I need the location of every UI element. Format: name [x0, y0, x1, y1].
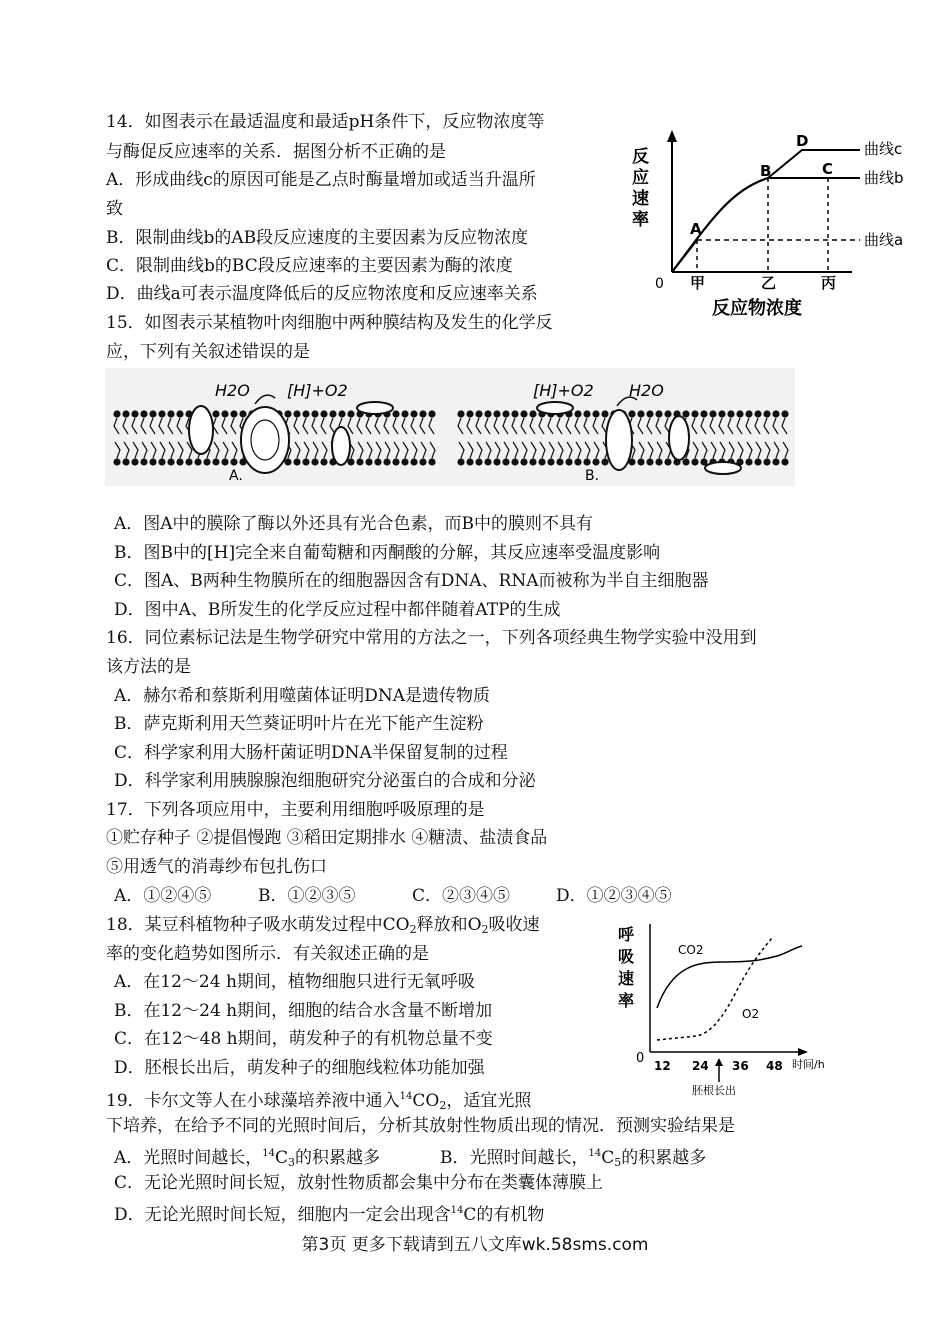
fig18-ylabel-char: 率 — [618, 991, 635, 1010]
fig14-label-curve-c: 曲线c — [864, 140, 903, 158]
q14-option-c: C．限制曲线b的BC段反应速率的主要因素为酶的浓度 — [106, 256, 513, 276]
q16-stem-line2: 该方法的是 — [106, 657, 191, 677]
q14-stem-line1: 14．如图表示在最适温度和最适pH条件下，反应物浓度等 — [106, 112, 545, 132]
q14-option-b: B．限制曲线b的AB段反应速度的主要因素为反应物浓度 — [106, 228, 529, 248]
fig18-x-arrow — [798, 1048, 808, 1056]
q19-option-b: B．光照时间越长，$^{14}C_5$的积累越多 — [440, 1148, 707, 1169]
fig14-ylabel-char: 速 — [632, 189, 649, 209]
q17-option-a: A．①②④⑤ — [114, 886, 212, 906]
q14-option-a-line2: 致 — [106, 199, 123, 219]
q18-option-c: C．在12～48 h期间，萌发种子的有机物总量不变 — [114, 1029, 493, 1049]
fig14-xtick-yi: 乙 — [761, 274, 777, 292]
q17-items-line1: ①贮存种子 ②提倡慢跑 ③稻田定期排水 ④糖渍、盐渍食品 — [106, 828, 548, 848]
membrane-a-atp-synthase — [241, 407, 289, 473]
fig18-o2-curve — [657, 938, 772, 1040]
q15-option-a: A．图A中的膜除了酶以外还具有光合色素，而B中的膜则不具有 — [114, 514, 594, 534]
q16-stem-line1: 16．同位素标记法是生物学研究中常用的方法之一，下列各项经典生物学实验中没用到 — [106, 628, 757, 648]
fig14-ylabel-char: 应 — [632, 168, 649, 188]
fig14-curve-a-rise — [672, 240, 697, 272]
page-footer: 第3页 更多下载请到五八文库wk.58sms.com — [301, 1235, 649, 1255]
q16-option-b: B．萨克斯利用天竺葵证明叶片在光下能产生淀粉 — [114, 714, 484, 734]
membrane-a-products: [H]+O2 — [287, 381, 348, 400]
fig14-point-b: B — [760, 162, 772, 180]
fig14-xlabel: 反应物浓度 — [712, 298, 802, 319]
q19-stem-line2: 下培养，在给予不同的光照时间后，分析其放射性物质出现的情况．预测实验结果是 — [106, 1116, 735, 1136]
q15-option-c: C．图A、B两种生物膜所在的细胞器因含有DNA、RNA而被称为半自主细胞器 — [114, 571, 709, 591]
q16-option-a: A．赫尔希和蔡斯利用噬菌体证明DNA是遗传物质 — [114, 686, 491, 706]
figure-14-enzyme-chart — [620, 122, 920, 332]
fig18-origin: 0 — [636, 1051, 645, 1066]
q15-option-d: D．图中A、B所发生的化学反应过程中都伴随着ATP的生成 — [114, 600, 561, 620]
membrane-a-h2o: H2O — [215, 381, 250, 400]
q16-option-c: C．科学家利用大肠杆菌证明DNA半保留复制的过程 — [114, 743, 508, 763]
figure-18-respiration-chart — [612, 918, 842, 1098]
fig14-point-a: A — [690, 220, 702, 238]
membrane-b-protein — [606, 410, 632, 470]
fig18-root-label: 胚根长出 — [692, 1084, 736, 1097]
fig14-ylabel-char: 率 — [632, 210, 649, 230]
fig18-xtick: 36 — [732, 1059, 749, 1073]
fig18-xtick: 48 — [766, 1059, 783, 1073]
membrane-b-reactants: [H]+O2 — [533, 381, 594, 400]
q18-option-b: B．在12～24 h期间，细胞的结合水含量不断增加 — [114, 1001, 493, 1021]
q18-option-d: D．胚根长出后，萌发种子的细胞线粒体功能加强 — [114, 1058, 485, 1078]
fig14-label-curve-b: 曲线b — [864, 169, 904, 187]
fig14-xtick-bing: 丙 — [821, 274, 837, 292]
q19-option-c: C．无论光照时间长短，放射性物质都会集中分布在类囊体薄膜上 — [114, 1173, 604, 1193]
fig14-xtick-jia: 甲 — [690, 274, 706, 292]
fig14-point-d: D — [796, 132, 809, 150]
figure-15-membranes — [105, 368, 795, 486]
q17-option-b: B．①②③⑤ — [258, 886, 356, 906]
fig14-point-c: C — [822, 160, 834, 178]
q18-stem-line2: 率的变化趋势如图所示．有关叙述正确的是 — [106, 944, 429, 964]
fig14-y-arrow — [667, 130, 677, 142]
q17-option-d: D．①②③④⑤ — [556, 886, 672, 906]
fig18-ylabel-char: 速 — [618, 969, 635, 988]
fig18-xtick: 12 — [654, 1059, 671, 1073]
fig14-origin: 0 — [655, 276, 664, 292]
q15-stem-line1: 15．如图表示某植物叶肉细胞中两种膜结构及发生的化学反 — [106, 313, 553, 333]
membrane-b-h2o: H2O — [629, 381, 664, 400]
q17-option-c: C．②③④⑤ — [412, 886, 511, 906]
q17-stem: 17．下列各项应用中，主要利用细胞呼吸原理的是 — [106, 800, 485, 820]
fig14-ylabel-char: 反 — [632, 147, 649, 167]
fig18-co2-label: CO2 — [678, 943, 704, 957]
q17-items-line2: ⑤用透气的消毒纱布包扎伤口 — [106, 857, 327, 877]
q15-stem-line2: 应，下列有关叙述错误的是 — [106, 342, 310, 362]
fig14-label-curve-a: 曲线a — [864, 231, 904, 249]
q19-option-a: A．光照时间越长，$^{14}C_3$的积累越多 — [114, 1148, 381, 1169]
membrane-a-protein — [189, 406, 213, 454]
q19-stem-line1: 19．卡尔文等人在小球藻培养液中通入$^{14}CO_2$，适宜光照 — [106, 1091, 532, 1112]
q19-option-d: D．无论光照时间长短，细胞内一定会出现含$^{14}$C的有机物 — [114, 1205, 545, 1225]
q15-option-b: B．图B中的[H]完全来自葡萄糖和丙酮酸的分解，其反应速率受温度影响 — [114, 543, 661, 563]
fig18-o2-label: O2 — [742, 1007, 760, 1021]
q14-option-a-line1: A．形成曲线c的原因可能是乙点时酶量增加或适当升温所 — [106, 170, 536, 190]
fig18-ylabel-char: 吸 — [618, 947, 635, 966]
fig18-xtick: 24 — [692, 1059, 709, 1073]
q18-stem-line1: 18．某豆科植物种子吸水萌发过程中$CO_2$释放和$O_2$吸收速 — [106, 915, 540, 936]
fig18-xlabel: 时间/h — [792, 1058, 825, 1071]
q18-option-a: A．在12～24 h期间，植物细胞只进行无氧呼吸 — [114, 972, 475, 992]
fig18-ylabel-char: 呼 — [618, 925, 635, 944]
q14-option-d: D．曲线a可表示温度降低后的反应物浓度和反应速率关系 — [106, 284, 538, 304]
membrane-b-label: B. — [585, 468, 600, 484]
q16-option-d: D．科学家利用胰腺腺泡细胞研究分泌蛋白的合成和分泌 — [114, 771, 536, 791]
membrane-a-label: A. — [229, 468, 243, 484]
q14-stem-line2: 与酶促反应速率的关系．据图分析不正确的是 — [106, 142, 446, 162]
